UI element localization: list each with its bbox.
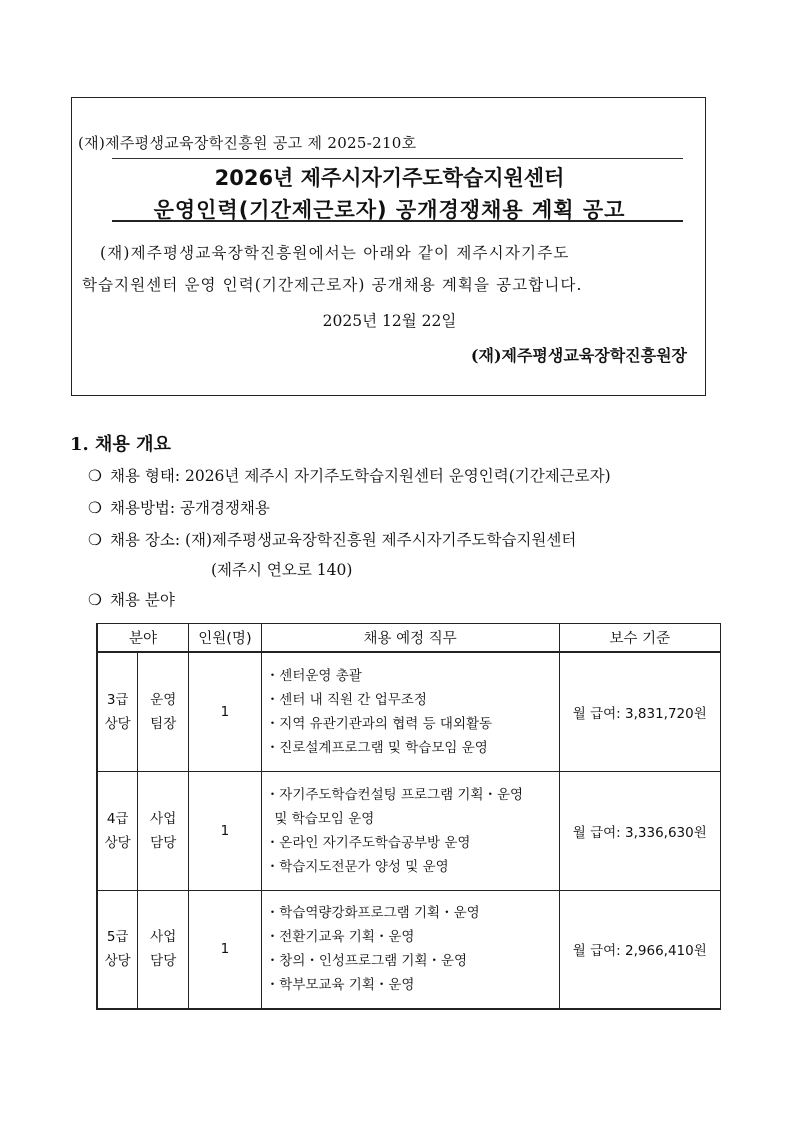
divider — [112, 158, 683, 159]
table-row — [97, 652, 721, 771]
pay-cell: 월 급여: 2,966,410원 — [559, 890, 720, 1009]
bullet-icon: ❍ — [88, 531, 102, 549]
grade-cell: 4급 상당 — [97, 771, 138, 890]
intro-line1: (재)제주평생교육장학진흥원에서는 아래와 같이 제주시자기주도 — [100, 244, 570, 262]
bullet-icon: ❍ — [88, 499, 102, 517]
notice-title-line2: 운영인력(기간제근로자) 공개경쟁채용 계획 공고 — [153, 198, 626, 222]
duties-cell: ・자기주도학습컨설팅 프로그램 기획・운영 및 학습모임 운영 ・온라인 자기주도학습공부방 운영 ・학습지도전문가 양성 및 운영 — [261, 771, 559, 890]
grade-cell: 5급 상당 — [97, 890, 138, 1009]
divider-thick — [112, 220, 683, 222]
list-item: ❍ 채용방법: 공개경쟁채용 — [88, 499, 270, 517]
pay-cell: 월 급여: 3,336,630원 — [559, 771, 720, 890]
intro-line2: 학습지원센터 운영 인력(기간제근로자) 공개채용 계획을 공고합니다. — [82, 276, 583, 294]
table-header-row — [97, 624, 721, 653]
header-count: 인원(명) — [189, 624, 262, 653]
recruitment-table — [96, 623, 721, 1010]
duties-cell: ・센터운영 총괄 ・센터 내 직원 간 업무조정 ・지역 유관기관과의 협력 등 대외활동 ・진로설계프로그램 및 학습모임 운영 — [261, 652, 559, 771]
grade-cell: 3급 상당 — [97, 652, 138, 771]
role-cell: 운영 팀장 — [138, 652, 189, 771]
notice-title-line1: 2026년 제주시자기주도학습지원센터 — [214, 166, 565, 190]
role-cell: 사업 담당 — [138, 771, 189, 890]
list-item-continuation: (제주시 연오로 140) — [211, 561, 353, 579]
list-item: ❍ 채용 장소: (재)제주평생교육장학진흥원 제주시자기주도학습지원센터 — [88, 531, 577, 549]
bullet-icon: ❍ — [88, 591, 102, 609]
count-cell: 1 — [189, 890, 262, 1009]
notice-date: 2025년 12월 22일 — [322, 312, 457, 330]
notice-signer: (재)제주평생교육장학진흥원장 — [470, 346, 687, 365]
notice-box — [71, 97, 706, 396]
pay-cell: 월 급여: 3,831,720원 — [559, 652, 720, 771]
list-item: ❍ 채용 분야 — [88, 591, 175, 609]
header-duties: 채용 예정 직무 — [261, 624, 559, 653]
section-title: 1. 채용 개요 — [70, 434, 171, 455]
count-cell: 1 — [189, 652, 262, 771]
bullet-icon: ❍ — [88, 467, 102, 485]
header-pay: 보수 기준 — [559, 624, 720, 653]
notice-number: (재)제주평생교육장학진흥원 공고 제 2025-210호 — [78, 134, 417, 152]
role-cell: 사업 담당 — [138, 890, 189, 1009]
duties-cell: ・학습역량강화프로그램 기획・운영 ・전환기교육 기획・운영 ・창의・인성프로그램 기획・운영 ・학부모교육 기획・운영 — [261, 890, 559, 1009]
count-cell: 1 — [189, 771, 262, 890]
list-item: ❍ 채용 형태: 2026년 제주시 자기주도학습지원센터 운영인력(기간제근로자) — [88, 467, 611, 485]
table-row — [97, 890, 721, 1009]
table-row — [97, 771, 721, 890]
header-field: 분야 — [97, 624, 189, 653]
